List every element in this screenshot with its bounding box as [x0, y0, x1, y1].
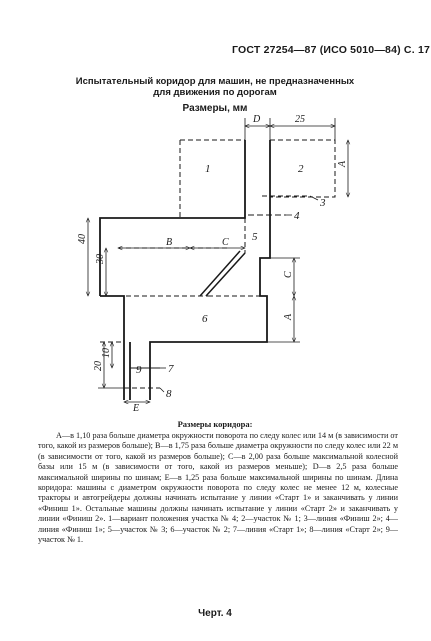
- dim-label-a-low: A: [283, 313, 294, 320]
- dimension-lines: [88, 118, 348, 402]
- section-number-9: 9: [136, 364, 142, 376]
- corridor-left-wall-upper: [100, 140, 245, 296]
- section-number-6: 6: [202, 313, 208, 325]
- dim-label-b: B: [166, 237, 173, 248]
- dim-label-e: E: [133, 403, 140, 414]
- dim-label-25: 25: [295, 114, 305, 125]
- page-header: ГОСТ 27254—87 (ИСО 5010—84) С. 17: [232, 44, 431, 56]
- dim-label-20: 20: [93, 361, 104, 371]
- dim-label-d: D: [253, 114, 261, 125]
- dim-label-40: 40: [77, 234, 88, 244]
- section-numbers: [136, 163, 304, 376]
- diagonal-wall: [206, 253, 245, 296]
- callout-8: 8: [166, 388, 172, 400]
- dim-label-c-mid: C: [283, 271, 294, 278]
- start-finish-lines: [124, 215, 286, 388]
- diagonal-walls: [200, 251, 245, 296]
- corridor-right-wall: [150, 140, 270, 400]
- dimension-labels: [77, 114, 348, 414]
- callout-3: 3: [320, 197, 326, 209]
- callout-numbers: [166, 197, 326, 400]
- dashed-curve-5: [206, 218, 245, 296]
- leader-8: [160, 388, 164, 392]
- diagonal-wall-inner: [200, 251, 240, 296]
- dimensions-subtitle: Размеры, мм: [182, 103, 248, 114]
- dim-label-10: 10: [101, 348, 112, 358]
- corridor-outline: [100, 140, 270, 400]
- dim-label-30: 30: [95, 254, 106, 264]
- figure-title-line-1: Испытательный коридор для машин, не предназначенных: [75, 76, 355, 87]
- figure-caption: Черт. 4: [198, 608, 232, 619]
- legend-text: A—в 1,10 раза больше диаметра окружности поворота по следу колес или 14 м (в зависимости от того, какой из размеров больше); B—в 1,75 раза больше диаметра окружности по следу колес или 22 м (в зависимости от того, какой из размеров больше); C—в 2,00 раза больше максимальной колесной базы или 15 м (в зависимости от того, какой из размеров меньше); D—в 2,5 раза больше максимальной ширины по шинам; E—в 1,25 раза больше максимальной ширины по шинам. Длина коридора: машины с диаметром окружности поворота по следу колес не менее 12 м, колесные тракторы и автогрейдеры должны начинать испытание у линии «Старт 1» и заканчивать у линии «Финиш 1». Остальные машины должны начинать испытание у линии «Старт 2» и заканчивать у линии «Финиш 2». 1—вариант положения участка № 4; 2—участок № 1; 3—линия «Финиш 2»; 4—линия «Финиш 1»; 5—участок № 3; 6—участок № 2; 7—линия «Старт 1»; 8—линия «Старт 2»; 9—участок № 1.: [38, 431, 398, 545]
- figure-title-line-2: для движения по дорогам: [153, 87, 277, 98]
- dim-label-c-small: C: [222, 237, 229, 248]
- callout-7: 7: [168, 363, 174, 375]
- callout-4: 4: [294, 210, 300, 222]
- section-number-5: 5: [252, 231, 258, 243]
- dim-label-a-top: A: [337, 160, 348, 167]
- section-number-2: 2: [298, 163, 304, 175]
- corridor-left-step: [100, 296, 124, 342]
- section-number-1: 1: [205, 163, 211, 175]
- legend-heading: Размеры коридора:: [177, 419, 253, 429]
